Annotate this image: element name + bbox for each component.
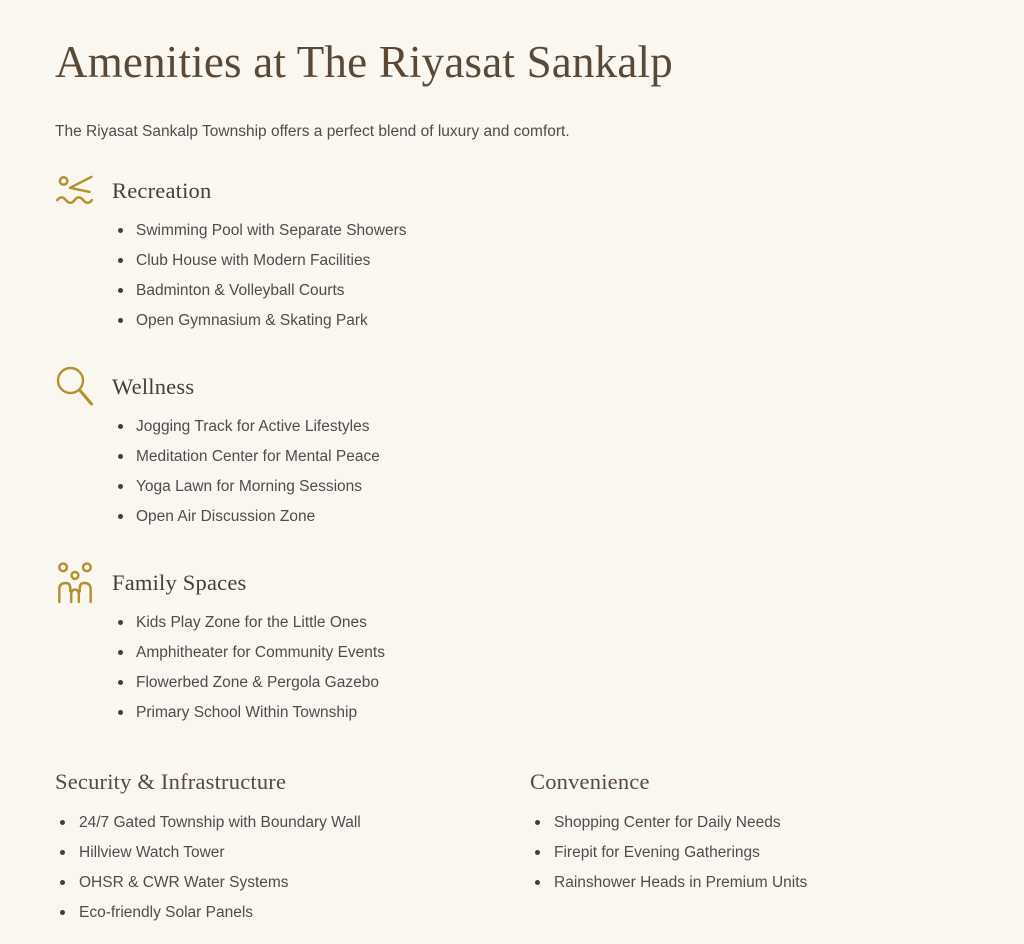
list-item-text: Meditation Center for Mental Peace (136, 448, 380, 466)
family-icon (55, 562, 95, 604)
bullet-icon (118, 454, 123, 459)
bullet-icon (118, 424, 123, 429)
section-security-infrastructure (55, 769, 530, 923)
list-item-text: Eco-friendly Solar Panels (79, 904, 254, 922)
bullet-icon (118, 288, 123, 293)
bullet-icon (118, 514, 123, 519)
list-item-text: Hillview Watch Tower (79, 844, 225, 862)
section-heading: Family Spaces (112, 570, 247, 596)
list-item-text: Yoga Lawn for Morning Sessions (136, 478, 363, 496)
bullet-icon (118, 710, 123, 715)
magnifier-icon (55, 366, 95, 408)
bullet-icon (118, 228, 123, 233)
section-family-spaces-header (55, 562, 969, 604)
list-item-text: Club House with Modern Facilities (136, 252, 371, 270)
section-heading: Wellness (112, 374, 195, 400)
list-item-text: Swimming Pool with Separate Showers (136, 222, 407, 240)
bullet-icon (60, 820, 65, 825)
list-item (530, 872, 969, 893)
bullet-icon (118, 484, 123, 489)
list-item (112, 476, 969, 497)
list-item-text: Jogging Track for Active Lifestyles (136, 418, 370, 436)
list-item-text: Kids Play Zone for the Little Ones (136, 614, 367, 632)
amenity-sections (55, 170, 969, 723)
list-item-text: Primary School Within Township (136, 704, 358, 722)
list-item-text: 24/7 Gated Township with Boundary Wall (79, 814, 361, 832)
list-item (530, 812, 969, 833)
list-item (112, 612, 969, 633)
list-item-text: Badminton & Volleyball Courts (136, 282, 345, 300)
page-subtitle: The Riyasat Sankalp Township offers a perfect blend of luxury and comfort. (55, 122, 570, 140)
section-convenience (530, 769, 969, 923)
list-item (55, 872, 530, 893)
bullet-icon (118, 620, 123, 625)
section-wellness (55, 366, 969, 527)
list-item (112, 416, 969, 437)
bottom-heading: Convenience (530, 769, 650, 795)
bullet-icon (118, 258, 123, 263)
list-item-text: Rainshower Heads in Premium Units (554, 874, 808, 892)
wellness-list (112, 416, 969, 527)
bullet-icon (118, 680, 123, 685)
bullet-icon (535, 850, 540, 855)
family-spaces-list (112, 612, 969, 723)
list-item-text: Amphitheater for Community Events (136, 644, 385, 662)
list-item (55, 842, 530, 863)
bullet-icon (118, 318, 123, 323)
convenience-list (530, 812, 969, 893)
list-item (530, 842, 969, 863)
recreation-list (112, 220, 969, 331)
list-item (112, 310, 969, 331)
bullet-icon (60, 910, 65, 915)
list-item (112, 702, 969, 723)
security-list (55, 812, 530, 923)
section-recreation (55, 170, 969, 331)
section-heading: Recreation (112, 178, 212, 204)
bottom-heading: Security & Infrastructure (55, 769, 287, 795)
page-title: Amenities at The Riyasat Sankalp (55, 37, 673, 87)
bullet-icon (60, 850, 65, 855)
bullet-icon (535, 880, 540, 885)
list-item (112, 672, 969, 693)
list-item-text: Open Air Discussion Zone (136, 508, 316, 526)
list-item (112, 446, 969, 467)
list-item-text: OHSR & CWR Water Systems (79, 874, 289, 892)
list-item (55, 812, 530, 833)
bullet-icon (535, 820, 540, 825)
bottom-columns (55, 769, 969, 923)
list-item-text: Flowerbed Zone & Pergola Gazebo (136, 674, 379, 692)
bullet-icon (118, 650, 123, 655)
swimmer-icon (55, 170, 95, 212)
bullet-icon (60, 880, 65, 885)
section-wellness-header (55, 366, 969, 408)
list-item (112, 220, 969, 241)
list-item-text: Shopping Center for Daily Needs (554, 814, 781, 832)
list-item (112, 250, 969, 271)
list-item-text: Firepit for Evening Gatherings (554, 844, 760, 862)
section-recreation-header (55, 170, 969, 212)
list-item (55, 902, 530, 923)
list-item (112, 642, 969, 663)
section-family-spaces (55, 562, 969, 723)
list-item (112, 280, 969, 301)
list-item (112, 506, 969, 527)
list-item-text: Open Gymnasium & Skating Park (136, 312, 368, 330)
